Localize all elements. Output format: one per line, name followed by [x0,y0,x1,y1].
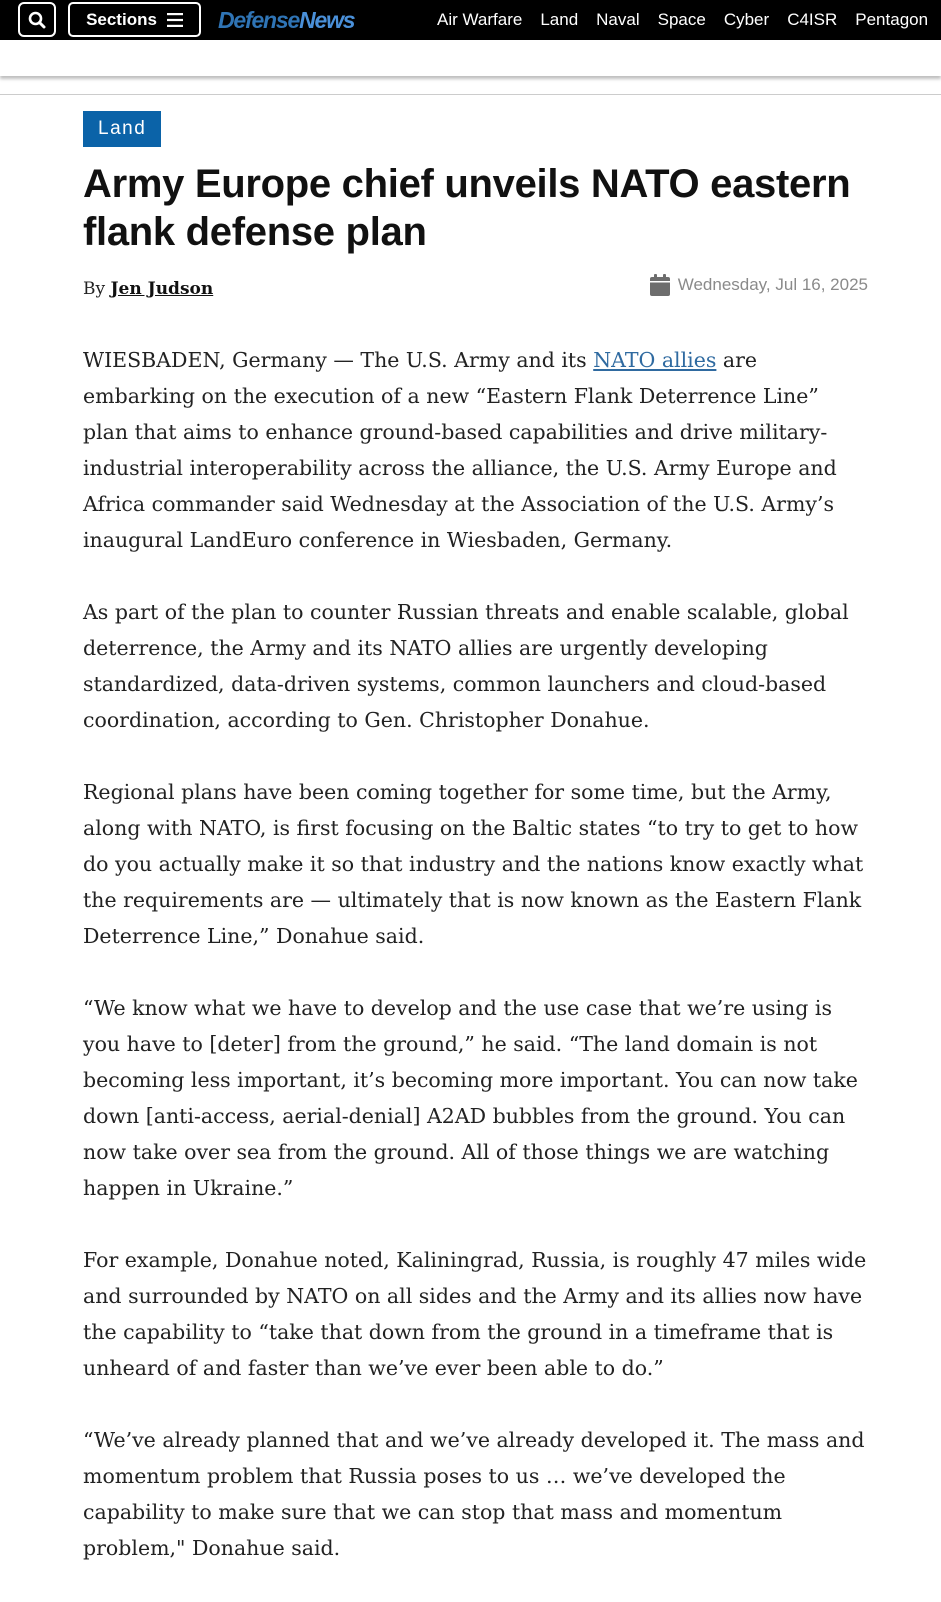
nav-c4isr[interactable]: C4ISR [787,10,838,29]
logo-defense: Defense [218,6,300,33]
paragraph: Regional plans have been coming together for some time, but the Army, along with NATO, is first focusing on the Baltic states “to try to get to how do you actually make it so that industry and the nations know exactly what the requirements are — ultimately that is now known as the Eastern Flank Deterrence Line,” Donahue said. [83,780,864,948]
search-icon [28,11,46,29]
paragraph: “We know what we have to develop and the use case that we’re using is you have to [deter] from the ground,” he said. “The land domain is not becoming less important, it’s becoming more important. You can now take down [anti-access, aerial-denial] A2AD bubbles from the ground. You can now take over sea from the ground. All of those things we are watching happen in Ukraine.” [83,996,858,1200]
author-link[interactable]: Jen Judson [110,279,214,299]
calendar-icon [650,274,670,296]
nav-air-warfare[interactable]: Air Warfare [437,10,523,29]
paragraph: As part of the plan to counter Russian threats and enable scalable, global deterrence, the Army and its NATO allies are urgently developing standardized, data-driven systems, common launchers and cloud-based coordination, according to Gen. Christopher Donahue. [83,600,849,732]
sections-label: Sections [86,9,157,29]
defense-news-logo[interactable] [218,5,354,35]
byline-prefix: By [83,279,106,299]
hamburger-menu-icon [167,13,183,27]
byline-row [83,270,868,306]
article-headline: Army Europe chief unveils NATO eastern flank defense plan [83,162,851,254]
nav-pentagon[interactable]: Pentagon [855,10,929,29]
nav-naval[interactable]: Naval [596,10,640,29]
top-navigation-bar [0,0,941,40]
paragraph-text: WIESBADEN, Germany — The U.S. Army and its [83,348,594,372]
article [83,111,868,1602]
paragraph: For example, Donahue noted, Kaliningrad, Russia, is roughly 47 miles wide and surrounded by NATO on all sides and the Army and its allies now have the capability to “take that down from the ground in a timeframe that is unheard of and faster than we’ve ever been able to do.” [83,1248,867,1380]
publish-date-text: Wednesday, Jul 16, 2025 [677,275,868,294]
nav-space[interactable]: Space [657,10,706,29]
paragraph-text: are embarking on the execution of a new “Eastern Flank Deterrence Line” plan that aims to enhance ground-based capabilities and drive military-industrial interoperability across the alliance, the U.S. Army Europe and Africa commander said Wednesday at the Association of the U.S. Army’s inaugural LandEuro conference in Wiesbaden, Germany. [83,348,837,552]
nav-cyber[interactable]: Cyber [723,10,770,29]
divider [0,94,941,95]
ad-strip [0,40,941,76]
nav-land[interactable]: Land [540,10,579,29]
logo-news: News [299,6,355,33]
primary-nav [437,0,941,40]
article-body [83,342,868,1566]
search-button[interactable] [18,2,56,37]
sections-menu-button[interactable] [68,2,201,37]
nato-allies-link[interactable]: NATO allies [593,348,717,372]
publish-date [650,274,868,296]
category-tag[interactable]: Land [83,111,161,147]
paragraph [83,342,868,558]
byline [83,279,213,299]
paragraph: “We’ve already planned that and we’ve already developed it. The mass and momentum problem that Russia poses to us … we’ve developed the capability to make sure that we can stop that mass and momentum problem," Donahue said. [83,1428,865,1560]
